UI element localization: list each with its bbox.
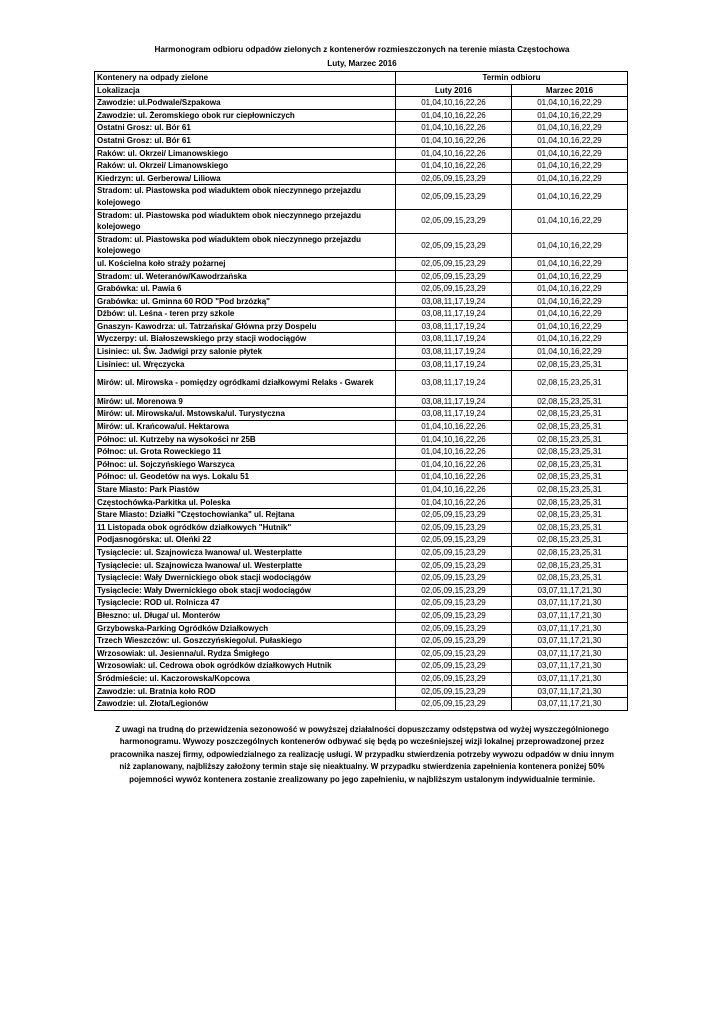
location-cell: [95, 395, 396, 408]
table-row: [95, 185, 628, 209]
location-cell: [95, 160, 396, 173]
location-text: Dźbów: ul. Leśna - teren przy szkole: [97, 309, 235, 319]
february-dates-cell: 01,04,10,16,22,26: [396, 147, 512, 160]
march-dates-cell: 01,04,10,16,22,29: [512, 308, 628, 321]
document-subtitle: Luty, Marzec 2016: [327, 59, 397, 68]
table-row: [95, 559, 628, 572]
march-dates-cell: 02,08,15,23,25,31: [512, 496, 628, 509]
march-dates-cell: 01,04,10,16,22,29: [512, 122, 628, 135]
table-row: [95, 270, 628, 283]
february-dates-cell: 01,04,10,16,22,26: [396, 160, 512, 173]
location-cell: [95, 546, 396, 559]
table-row: [95, 584, 628, 597]
location-cell: [95, 233, 396, 257]
february-dates-cell: 02,05,09,15,23,29: [396, 185, 512, 209]
table-row: [95, 685, 628, 698]
march-dates-cell: 03,07,11,17,21,30: [512, 672, 628, 685]
march-dates-cell: 01,04,10,16,22,29: [512, 333, 628, 346]
march-dates-cell: 03,07,11,17,21,30: [512, 660, 628, 673]
location-text: Lisiniec: ul. Wręczycka: [97, 359, 185, 369]
table-row: [95, 698, 628, 711]
location-cell: [95, 371, 396, 396]
table-row: [95, 509, 628, 522]
location-cell: [95, 672, 396, 685]
location-text: Częstochówka-Parkitka ul. Poleska: [97, 497, 231, 507]
february-dates-cell: 02,05,09,15,23,29: [396, 698, 512, 711]
february-dates-cell: 01,04,10,16,22,26: [396, 446, 512, 459]
header-february: Luty 2016: [396, 84, 512, 97]
location-cell: [95, 433, 396, 446]
march-dates-cell: 02,08,15,23,25,31: [512, 358, 628, 371]
location-cell: [95, 496, 396, 509]
table-row: [95, 395, 628, 408]
march-dates-cell: 01,04,10,16,22,29: [512, 109, 628, 122]
march-dates-cell: 01,04,10,16,22,29: [512, 147, 628, 160]
march-dates-cell: 02,08,15,23,25,31: [512, 408, 628, 421]
table-row: [95, 283, 628, 296]
february-dates-cell: 02,05,09,15,23,29: [396, 534, 512, 547]
march-dates-cell: 01,04,10,16,22,29: [512, 209, 628, 233]
table-row: [95, 484, 628, 497]
march-dates-cell: 03,07,11,17,21,30: [512, 622, 628, 635]
march-dates-cell: 02,08,15,23,25,31: [512, 484, 628, 497]
table-row: [95, 172, 628, 185]
table-row: [95, 308, 628, 321]
location-cell: [95, 622, 396, 635]
location-cell: [95, 521, 396, 534]
march-dates-cell: 01,04,10,16,22,29: [512, 270, 628, 283]
february-dates-cell: 02,05,09,15,23,29: [396, 521, 512, 534]
note-line: harmonogramu. Wywozy poszczególnych kontenerów odbywać się będą po wcześniejszej wizji lokalnej przeprowadzonej przez: [119, 737, 605, 747]
february-dates-cell: 02,05,09,15,23,29: [396, 685, 512, 698]
table-row: [95, 122, 628, 135]
schedule-table: [94, 71, 628, 711]
table-subheader-row: [95, 84, 628, 97]
table-row: [95, 597, 628, 610]
table-row: [95, 521, 628, 534]
march-dates-cell: 02,08,15,23,25,31: [512, 559, 628, 572]
location-cell: [95, 421, 396, 434]
note-line: niż zaplanowany, najbliższy założony termin staje się nieaktualny. W przypadku stwierdzenia zapełnienia kontenera poniżej 50%: [119, 762, 605, 772]
location-text: Tysiąclecie: Wały Dwernickiego obok stacji wodociągów: [97, 573, 311, 583]
location-text: Północ: ul. Geodetów na wys. Lokalu 51: [97, 472, 250, 482]
march-dates-cell: 02,08,15,23,25,31: [512, 509, 628, 522]
location-text: Kiedrzyn: ul. Gerberowa/ Liliowa: [97, 173, 221, 183]
march-dates-cell: 01,04,10,16,22,29: [512, 185, 628, 209]
location-text: ul. Kościelna koło straży pożarnej: [97, 258, 226, 268]
march-dates-cell: 03,07,11,17,21,30: [512, 635, 628, 648]
february-dates-cell: 02,05,09,15,23,29: [396, 597, 512, 610]
location-text: Stradom: ul. Piastowska pod wiaduktem obok nieczynnego przejazdu: [97, 234, 362, 244]
location-text: Trzech Wieszczów: ul. Goszczyńskiego/ul. Pułaskiego: [97, 636, 302, 646]
table-row: [95, 257, 628, 270]
february-dates-cell: 03,08,11,17,19,24: [396, 333, 512, 346]
march-dates-cell: 02,08,15,23,25,31: [512, 546, 628, 559]
march-dates-cell: 01,04,10,16,22,29: [512, 257, 628, 270]
location-cell: [95, 660, 396, 673]
location-text: Lisiniec: ul. Św. Jadwigi przy salonie płytek: [97, 347, 263, 357]
table-row: [95, 147, 628, 160]
february-dates-cell: 01,04,10,16,22,26: [396, 421, 512, 434]
february-dates-cell: 02,05,09,15,23,29: [396, 209, 512, 233]
february-dates-cell: 02,05,09,15,23,29: [396, 270, 512, 283]
location-text: Tysiąclecie: ROD ul. Rolnicza 47: [97, 598, 220, 608]
location-cell: [95, 97, 396, 110]
february-dates-cell: 02,05,09,15,23,29: [396, 233, 512, 257]
location-cell: [95, 270, 396, 283]
location-cell: [95, 209, 396, 233]
march-dates-cell: 01,04,10,16,22,29: [512, 346, 628, 359]
location-cell: [95, 134, 396, 147]
february-dates-cell: 01,04,10,16,22,26: [396, 134, 512, 147]
february-dates-cell: 01,04,10,16,22,26: [396, 484, 512, 497]
table-header-row: [95, 72, 628, 85]
table-row: [95, 647, 628, 660]
february-dates-cell: 02,05,09,15,23,29: [396, 546, 512, 559]
location-text: Raków: ul. Okrzei/ Limanowskiego: [97, 148, 229, 158]
table-row: [95, 160, 628, 173]
disclaimer-note: [96, 724, 628, 786]
location-text: Grabówka: ul. Gminna 60 ROD "Pod brzózką": [97, 296, 270, 306]
header-pickup-date: Termin odbioru: [396, 72, 628, 85]
table-row: [95, 471, 628, 484]
location-cell: [95, 295, 396, 308]
february-dates-cell: 02,05,09,15,23,29: [396, 660, 512, 673]
location-text: 11 Listopada obok ogródków działkowych "Hutnik": [97, 522, 292, 532]
march-dates-cell: 01,04,10,16,22,29: [512, 97, 628, 110]
location-cell: [95, 534, 396, 547]
table-row: [95, 572, 628, 585]
location-text: Mirów: ul. Mirowska/ul. Mstowska/ul. Turystyczna: [97, 409, 285, 419]
march-dates-cell: 02,08,15,23,25,31: [512, 446, 628, 459]
february-dates-cell: 02,05,09,15,23,29: [396, 622, 512, 635]
february-dates-cell: 03,08,11,17,19,24: [396, 395, 512, 408]
table-row: [95, 408, 628, 421]
table-row: [95, 635, 628, 648]
table-row: [95, 209, 628, 233]
location-cell: [95, 609, 396, 622]
location-text: Mirów: ul. Krańcowa/ul. Hektarowa: [97, 422, 230, 432]
february-dates-cell: 02,05,09,15,23,29: [396, 509, 512, 522]
table-row: [95, 333, 628, 346]
location-text-continued: kolejowego: [97, 197, 141, 207]
march-dates-cell: 01,04,10,16,22,29: [512, 134, 628, 147]
table-row: [95, 458, 628, 471]
table-row: [95, 433, 628, 446]
march-dates-cell: 02,08,15,23,25,31: [512, 395, 628, 408]
location-text: Zawodzie: ul. Żeromskiego obok rur ciepłowniczych: [97, 110, 295, 120]
location-cell: [95, 647, 396, 660]
location-cell: [95, 408, 396, 421]
february-dates-cell: 01,04,10,16,22,26: [396, 433, 512, 446]
location-text: Zawodzie: ul.Podwale/Szpakowa: [97, 98, 221, 108]
header-containers: Kontenery na odpady zielone: [95, 72, 396, 85]
note-line: pojemności wywóz kontenera zostanie zrealizowany po jego zapełnieniu, w najbliższym ustalonym indywidualnie terminie.: [129, 774, 595, 784]
table-row: [95, 496, 628, 509]
location-text: Gnaszyn- Kawodrza: ul. Tatrzańska/ Główna przy Dospelu: [97, 321, 317, 331]
location-text: Wrzosowiak: ul. Jesienna/ul. Rydza Śmigłego: [97, 648, 270, 658]
february-dates-cell: 01,04,10,16,22,26: [396, 97, 512, 110]
march-dates-cell: 02,08,15,23,25,31: [512, 458, 628, 471]
february-dates-cell: 02,05,09,15,23,29: [396, 609, 512, 622]
february-dates-cell: 03,08,11,17,19,24: [396, 358, 512, 371]
location-cell: [95, 308, 396, 321]
march-dates-cell: 03,07,11,17,21,30: [512, 647, 628, 660]
location-cell: [95, 635, 396, 648]
february-dates-cell: 03,08,11,17,19,24: [396, 308, 512, 321]
march-dates-cell: 02,08,15,23,25,31: [512, 371, 628, 396]
march-dates-cell: 01,04,10,16,22,29: [512, 160, 628, 173]
february-dates-cell: 02,05,09,15,23,29: [396, 635, 512, 648]
table-row: [95, 358, 628, 371]
location-cell: [95, 320, 396, 333]
location-text: Grabówka: ul. Pawia 6: [97, 284, 182, 294]
march-dates-cell: 01,04,10,16,22,29: [512, 320, 628, 333]
table-row: [95, 672, 628, 685]
march-dates-cell: 02,08,15,23,25,31: [512, 521, 628, 534]
location-cell: [95, 509, 396, 522]
document-title: Harmonogram odbioru odpadów zielonych z kontenerów rozmieszczonych na terenie miasta Częstochowa: [154, 45, 570, 54]
march-dates-cell: 01,04,10,16,22,29: [512, 233, 628, 257]
table-row: [95, 134, 628, 147]
location-text: Tysiąclecie: ul. Szajnowicza Iwanowa/ ul. Westerplatte: [97, 560, 303, 570]
location-text: Mirów: ul. Mirowska - pomiędzy ogródkami działkowymi Relaks - Gwarek: [97, 378, 374, 388]
location-cell: [95, 257, 396, 270]
table-row: [95, 546, 628, 559]
location-text: Zawodzie: ul. Bratnia koło ROD: [97, 686, 216, 696]
location-text: Stare Miasto: Park Piastów: [97, 485, 200, 494]
location-cell: [95, 484, 396, 497]
location-text: Północ: ul. Sojczyńskiego Warszyca: [97, 459, 235, 469]
table-row: [95, 660, 628, 673]
location-text-continued: kolejowego: [97, 222, 141, 232]
location-text: Północ: ul. Grota Roweckiego 11: [97, 447, 222, 457]
location-text: Wyczerpy: ul. Białoszewskiego przy stacji wodociągów: [97, 334, 307, 344]
table-row: [95, 622, 628, 635]
february-dates-cell: 02,05,09,15,23,29: [396, 672, 512, 685]
february-dates-cell: 03,08,11,17,19,24: [396, 295, 512, 308]
note-line: Z uwagi na trudną do przewidzenia sezonowość w powyższej działalności dopuszczamy odstępstwa od wyżej wyszczególnionego: [115, 725, 609, 734]
table-row: [95, 109, 628, 122]
march-dates-cell: 02,08,15,23,25,31: [512, 421, 628, 434]
february-dates-cell: 02,05,09,15,23,29: [396, 647, 512, 660]
february-dates-cell: 02,05,09,15,23,29: [396, 559, 512, 572]
table-row: [95, 295, 628, 308]
location-text: Ostatni Grosz: ul. Bór 61: [97, 135, 191, 145]
february-dates-cell: 02,05,09,15,23,29: [396, 257, 512, 270]
location-cell: [95, 458, 396, 471]
table-row: [95, 320, 628, 333]
location-cell: [95, 471, 396, 484]
location-text: Tysiąclecie: ul. Szajnowicza Iwanowa/ ul. Westerplatte: [97, 547, 303, 557]
location-cell: [95, 185, 396, 209]
location-cell: [95, 122, 396, 135]
location-cell: [95, 358, 396, 371]
table-row: [95, 233, 628, 257]
location-text: Stradom: ul. Piastowska pod wiaduktem obok nieczynnego przejazdu: [97, 186, 362, 196]
february-dates-cell: 01,04,10,16,22,26: [396, 496, 512, 509]
location-cell: [95, 109, 396, 122]
header-march: Marzec 2016: [512, 84, 628, 97]
february-dates-cell: 03,08,11,17,19,24: [396, 346, 512, 359]
location-text: Śródmieście: ul. Kaczorowska/Kopcowa: [97, 673, 250, 683]
february-dates-cell: 02,05,09,15,23,29: [396, 572, 512, 585]
march-dates-cell: 03,07,11,17,21,30: [512, 597, 628, 610]
location-cell: [95, 559, 396, 572]
location-cell: [95, 333, 396, 346]
march-dates-cell: 02,08,15,23,25,31: [512, 471, 628, 484]
march-dates-cell: 03,07,11,17,21,30: [512, 698, 628, 711]
location-text: Podjasnogórska: ul. Oleńki 22: [97, 535, 212, 545]
location-cell: [95, 572, 396, 585]
location-text: Północ: ul. Kutrzeby na wysokości nr 25B: [97, 434, 256, 444]
table-row: [95, 371, 628, 396]
location-cell: [95, 446, 396, 459]
march-dates-cell: 02,08,15,23,25,31: [512, 572, 628, 585]
february-dates-cell: 03,08,11,17,19,24: [396, 320, 512, 333]
march-dates-cell: 01,04,10,16,22,29: [512, 295, 628, 308]
location-text: Stradom: ul. Weteranów/Kawodrzańska: [97, 271, 247, 281]
february-dates-cell: 02,05,09,15,23,29: [396, 172, 512, 185]
march-dates-cell: 02,08,15,23,25,31: [512, 534, 628, 547]
table-row: [95, 609, 628, 622]
location-text: Wrzosowiak: ul. Cedrowa obok ogródków działkowych Hutnik: [97, 661, 332, 671]
march-dates-cell: 03,07,11,17,21,30: [512, 609, 628, 622]
february-dates-cell: 03,08,11,17,19,24: [396, 371, 512, 396]
table-row: [95, 534, 628, 547]
february-dates-cell: 01,04,10,16,22,26: [396, 109, 512, 122]
location-cell: [95, 698, 396, 711]
march-dates-cell: 01,04,10,16,22,29: [512, 172, 628, 185]
march-dates-cell: 03,07,11,17,21,30: [512, 685, 628, 698]
location-text: Ostatni Grosz: ul. Bór 61: [97, 123, 191, 133]
march-dates-cell: 01,04,10,16,22,29: [512, 283, 628, 296]
table-row: [95, 346, 628, 359]
location-text: Błeszno: ul. Długa/ ul. Monterów: [97, 610, 221, 620]
location-cell: [95, 584, 396, 597]
location-cell: [95, 283, 396, 296]
location-text: Zawodzie: ul. Złota/Legionów: [97, 699, 209, 709]
location-text: Mirów: ul. Morenowa 9: [97, 396, 183, 406]
february-dates-cell: 01,04,10,16,22,26: [396, 458, 512, 471]
march-dates-cell: 03,07,11,17,21,30: [512, 584, 628, 597]
location-text: Stare Miasto: Działki "Częstochowianka" ul. Rejtana: [97, 510, 295, 520]
location-cell: [95, 172, 396, 185]
location-text: Grzybowska-Parking Ogródków Działkowych: [97, 623, 269, 633]
february-dates-cell: 01,04,10,16,22,26: [396, 471, 512, 484]
february-dates-cell: 02,05,09,15,23,29: [396, 584, 512, 597]
location-text-continued: kolejowego: [97, 246, 141, 256]
note-line: pracownika naszej firmy, odpowiedzialnego za realizację usługi. W przypadku stwierdzenia potrzeby wywozu odpadów w dniu innym: [110, 749, 614, 759]
header-location: Lokalizacja: [95, 84, 396, 97]
location-text: Raków: ul. Okrzei/ Limanowskiego: [97, 161, 229, 171]
february-dates-cell: 02,05,09,15,23,29: [396, 283, 512, 296]
table-row: [95, 97, 628, 110]
location-cell: [95, 147, 396, 160]
table-row: [95, 421, 628, 434]
february-dates-cell: 03,08,11,17,19,24: [396, 408, 512, 421]
table-row: [95, 446, 628, 459]
location-cell: [95, 346, 396, 359]
march-dates-cell: 02,08,15,23,25,31: [512, 433, 628, 446]
location-cell: [95, 597, 396, 610]
location-text: Tysiąclecie: Wały Dwernickiego obok stacji wodociągów: [97, 585, 311, 595]
location-cell: [95, 685, 396, 698]
location-text: Stradom: ul. Piastowska pod wiaduktem obok nieczynnego przejazdu: [97, 210, 362, 220]
february-dates-cell: 01,04,10,16,22,26: [396, 122, 512, 135]
